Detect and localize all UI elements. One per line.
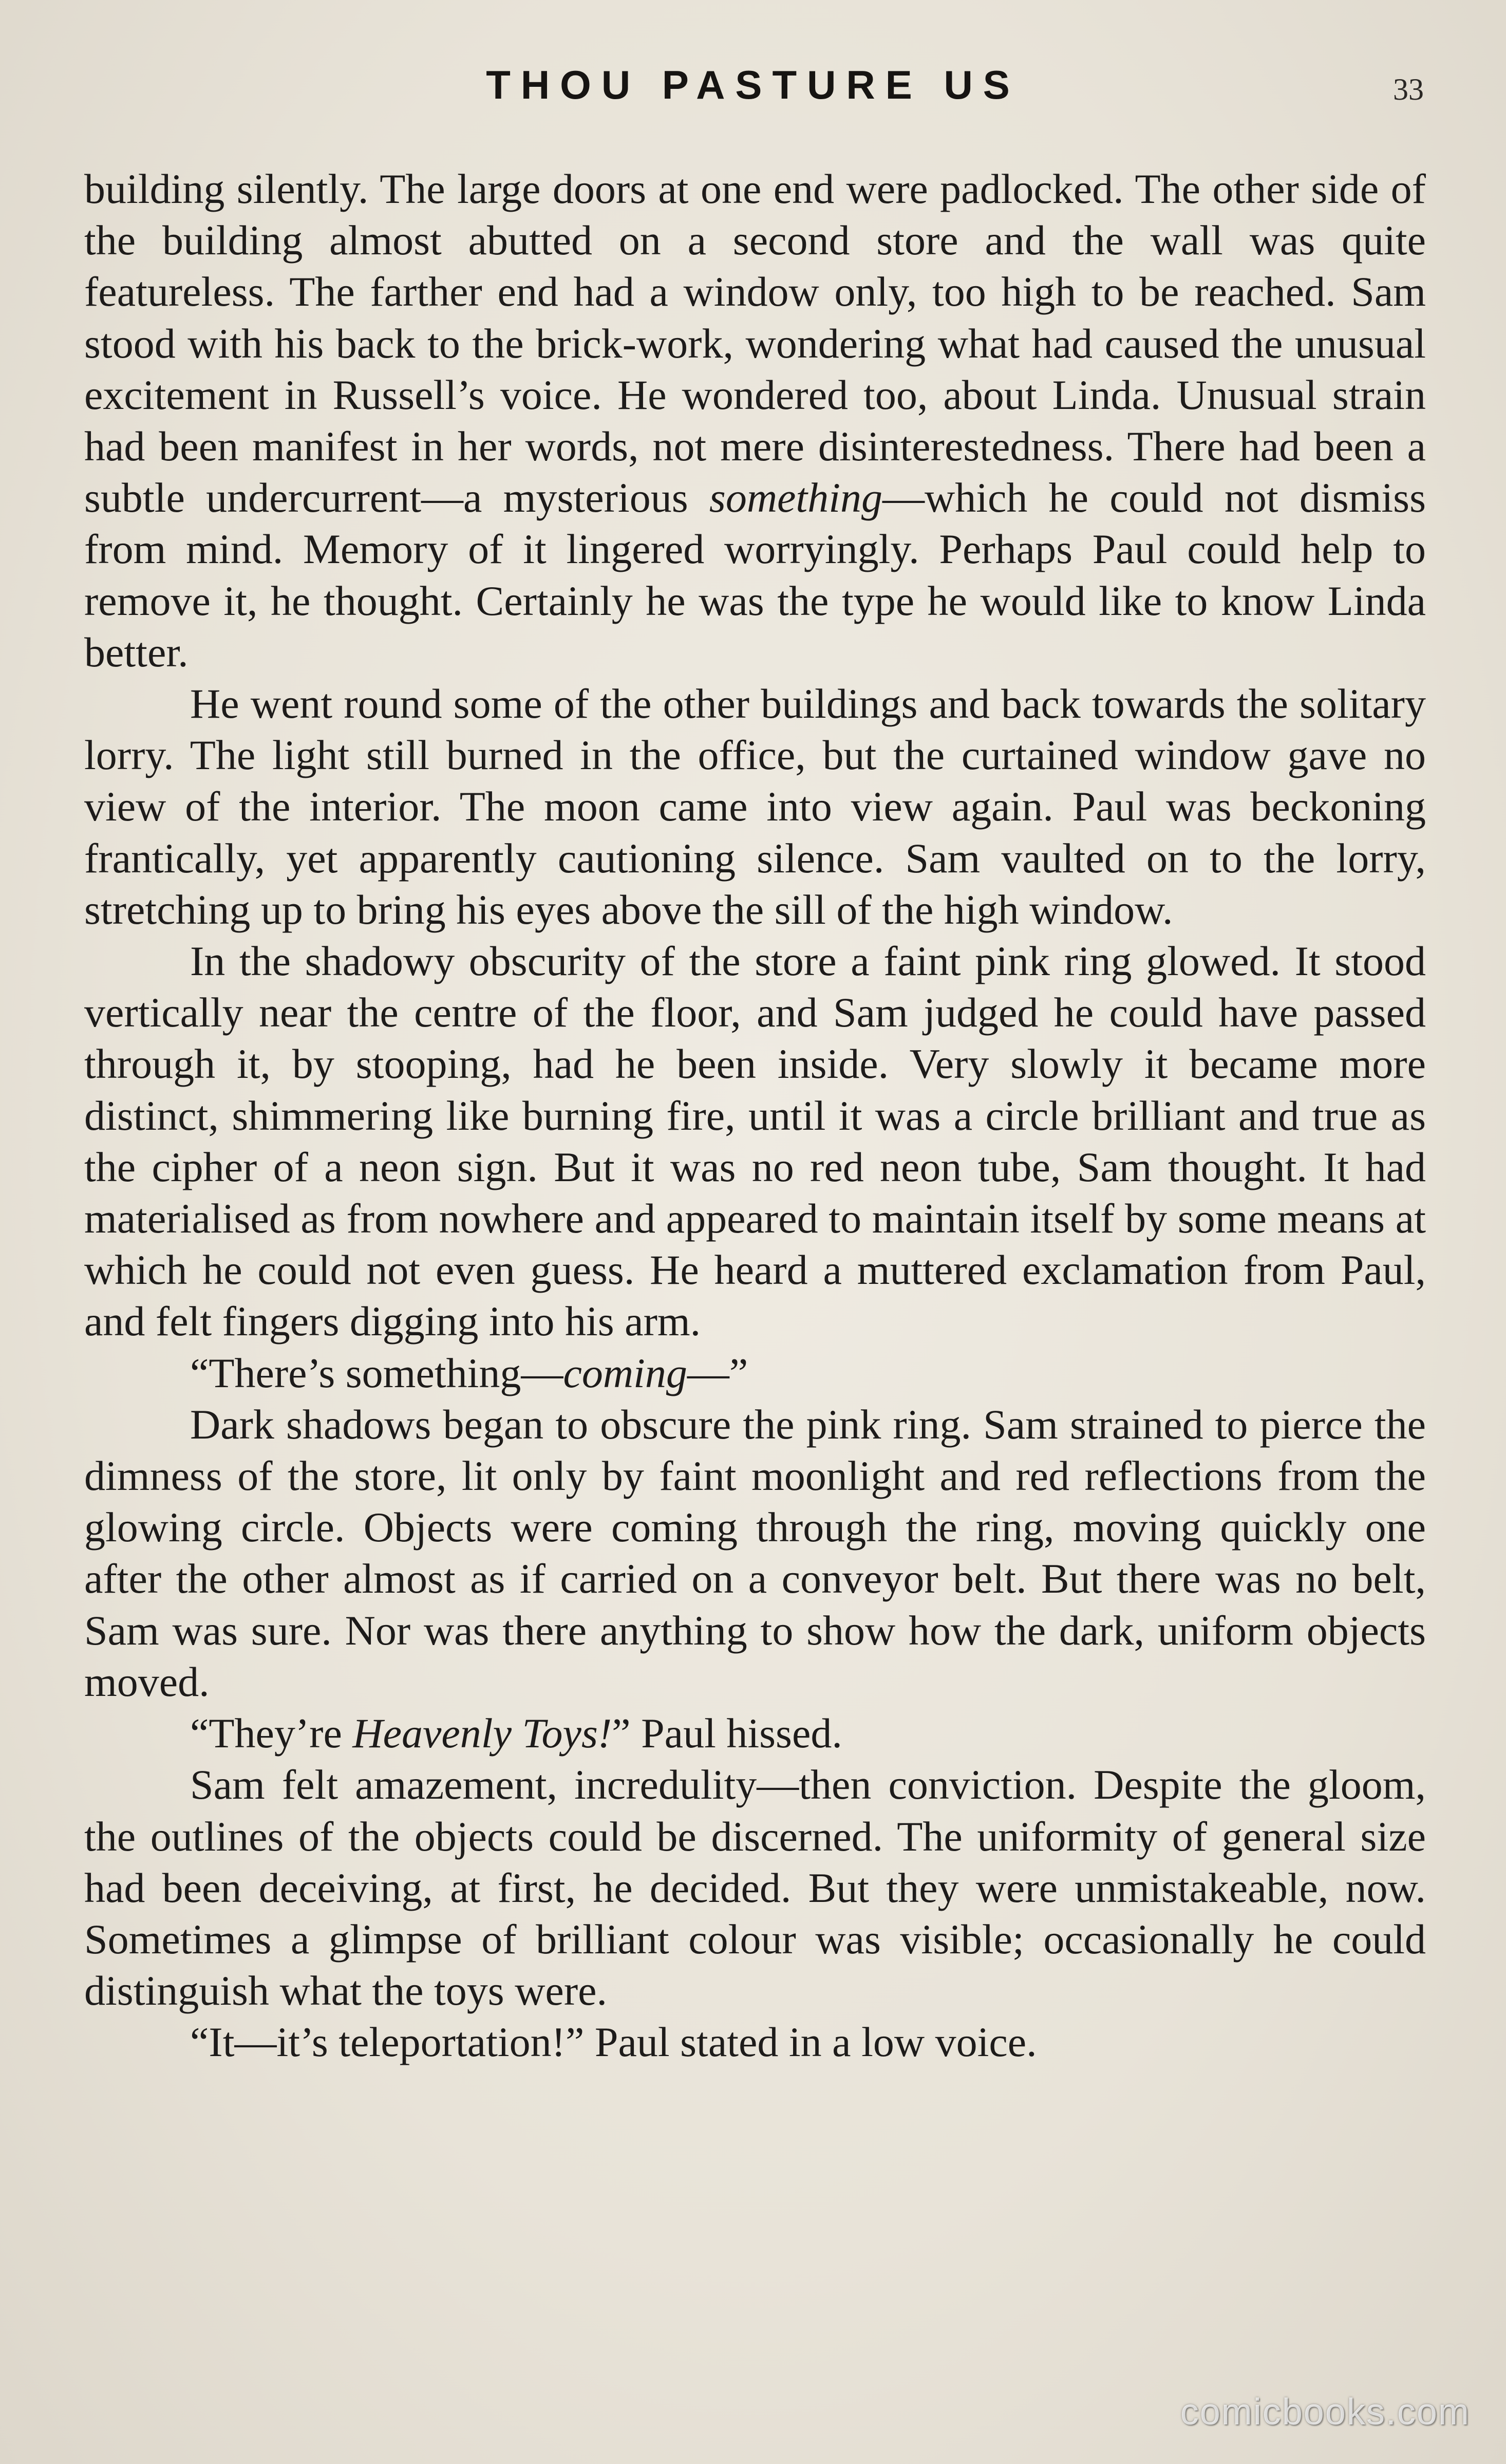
page-header bbox=[0, 57, 1506, 113]
text-run: Sam felt amazement, incredulity—then conviction. Despite the gloom, the outlines of the objects could be discerned. The uniformity of general size had been deceiving, at first, he decided. But they were unmistakeable, now. Sometimes a glimpse of brilliant colour was visible; occasionally he could distinguish what the toys were. bbox=[84, 1761, 1426, 2014]
text-run: —which he could not dismiss from mind. Memory of it lingered worryingly. Perhaps Paul could help to remove it, he thought. Certainly he was the type he would like to know Linda better. bbox=[84, 474, 1426, 676]
text-run: —” bbox=[687, 1349, 748, 1396]
paragraph bbox=[84, 1348, 1426, 1399]
paragraph bbox=[84, 678, 1426, 936]
paragraph bbox=[84, 936, 1426, 1348]
text-run: He went round some of the other buildings and back towards the solitary lorry. The light still burned in the office, but the curtained window gave no view of the interior. The moon came into view again. Paul was beckoning frantically, yet apparently cautioning silence. Sam vaulted on to the lorry, stretching up to bring his eyes above the sill of the high window. bbox=[84, 680, 1426, 933]
page-number: 33 bbox=[1393, 72, 1424, 106]
text-run: In the shadowy obscurity of the store a faint pink ring glowed. It stood vertically near the centre of the floor, and Sam judged he could have passed through it, by stooping, had he been inside. Very slowly it became more distinct, shimmering like burning fire, until it was a circle brilliant and true as the cipher of a neon sign. But it was no red neon tube, Sam thought. It had materialised as from nowhere and appeared to maintain itself by some means at which he could not even guess. He heard a muttered exclamation from Paul, and felt fingers digging into his arm. bbox=[84, 938, 1426, 1345]
running-title: THOU PASTURE US bbox=[486, 62, 1020, 107]
body-text bbox=[84, 163, 1426, 2068]
text-run: “There’s something— bbox=[190, 1349, 563, 1396]
paragraph bbox=[84, 163, 1426, 678]
paragraph bbox=[84, 1759, 1426, 2017]
text-run: ” Paul hissed. bbox=[612, 1710, 842, 1757]
text-run: Dark shadows began to obscure the pink ring. Sam strained to pierce the dimness of the store, lit only by faint moonlight and red reflections from the glowing circle. Objects were coming through the ring, moving quickly one after the other almost as if carried on a conveyor belt. But there was no belt, Sam was sure. Nor was there anything to show how the dark, uniform objects moved. bbox=[84, 1401, 1426, 1705]
italic-text: Heavenly Toys! bbox=[352, 1710, 612, 1757]
paragraph bbox=[84, 1708, 1426, 1759]
paragraph bbox=[84, 1399, 1426, 1708]
text-run: “It—it’s teleportation!” Paul stated in a low voice. bbox=[190, 2019, 1037, 2066]
italic-text: coming bbox=[563, 1349, 687, 1396]
site-watermark: comicbooks.com bbox=[1180, 2392, 1470, 2433]
text-run: “They’re bbox=[190, 1710, 353, 1757]
text-run: building silently. The large doors at one end were padlocked. The other side of the building almost abutted on a second store and the wall was quite featureless. The farther end had a window only, too high to be reached. Sam stood with his back to the brick-work, wondering what had caused the unusual excitement in Russell’s voice. He wondered too, about Linda. Unusual strain had been manifest in her words, not mere disinterestedness. There had been a subtle undercurrent—a mysterious bbox=[84, 165, 1426, 521]
italic-text: something bbox=[709, 474, 882, 521]
paragraph bbox=[84, 2017, 1426, 2068]
